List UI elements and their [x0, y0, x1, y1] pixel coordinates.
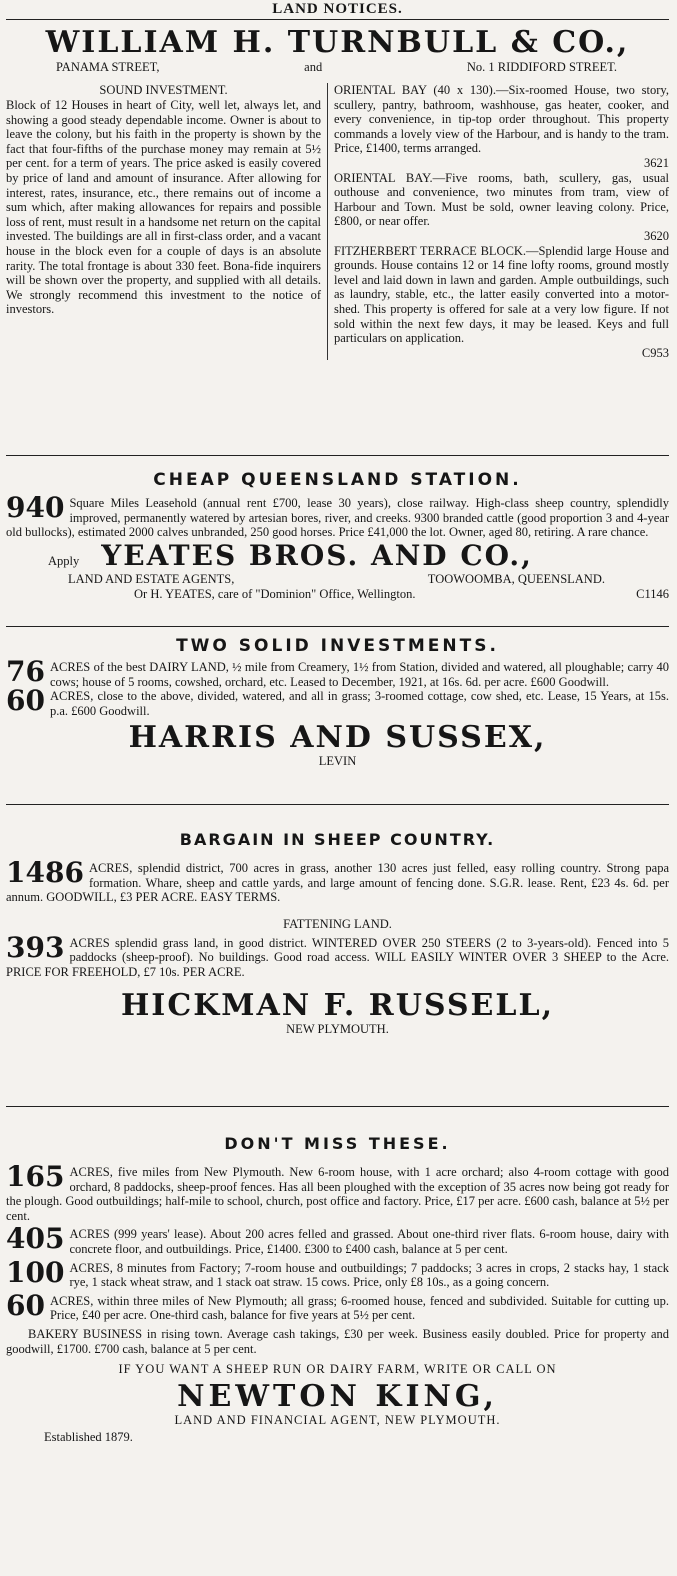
yeates-firm-name: YEATES BROS. AND CO., [101, 538, 533, 572]
turnbull-address-mid: and [304, 60, 323, 74]
harris-listing-2 [6, 689, 669, 718]
turnbull-right-column [328, 83, 669, 360]
yeates-heading: CHEAP QUEENSLAND STATION. [153, 470, 522, 490]
established-note: Established 1879. [44, 1430, 133, 1445]
king-listing-2 [6, 1227, 669, 1256]
call-to-action: IF YOU WANT A SHEEP RUN OR DAIRY FARM, WRITE OR CALL ON [118, 1362, 557, 1377]
listing-ref: 3621 [644, 155, 669, 170]
divider [6, 804, 669, 805]
yeates-alt-contact-text: Or H. YEATES, care of "Dominion" Office, Wellington. [134, 586, 416, 601]
listing-number: 60 [6, 689, 45, 718]
russell-town: NEW PLYMOUTH. [286, 1021, 389, 1036]
turnbull-address [6, 60, 669, 75]
divider [6, 1106, 669, 1107]
turnbull-advert [6, 26, 669, 360]
harris-listing-1 [6, 660, 669, 689]
russell-listing-1 [6, 861, 669, 905]
apply-label: Apply [48, 553, 80, 568]
listing-text: Square Miles Leasehold (annual rent £700, lease 30 years), close railway. High-class sheep country, splendidly improved, permanently watered by artesian bores, river, and creeks. 9300 branded cattle (good proportion 3 and 4-year old bullocks), estimated 2000 calves unbranded, 250 good horses. Price £41,000 the lot. Owner, aged 80, retiring. A rare chance. [6, 496, 669, 540]
russell-heading: BARGAIN IN SHEEP COUNTRY. [179, 830, 496, 849]
listing-fitzherbert [334, 244, 669, 361]
king-listing-1 [6, 1165, 669, 1223]
listing-number: 393 [6, 935, 65, 964]
listing-text: ACRES of the best DAIRY LAND, ½ mile from Creamery, 1½ from Station, divided and watered, all ploughable; carry 40 cows; house of 5 rooms, cowshed, orchard, etc. Leased to December, 1921, at 16s. 6d. per acre. £600 Goodwill. [49, 660, 669, 689]
listing-text: ACRES, within three miles of New Plymouth; all grass; 6-roomed house, fenced and subdivided. Suitable for cutting up. Price, £40 per acre. One-third cash, balance for five years at 5½ per cent. [49, 1293, 669, 1323]
listing-text: ACRES, splendid district, 700 acres in grass, another 130 acres just felled, easy rolling country. Strong papa formation. Whare, sheep and cattle yards, and large amount of fencing done. S.G.R. lease. Rent, £23 4s. 6d. per annum. GOODWILL, £3 PER ACRE. EASY TERMS. [6, 861, 669, 905]
yeates-ref: C1146 [636, 586, 669, 601]
yeates-address [6, 572, 669, 587]
harris-advert [6, 636, 669, 769]
listing-oriental-bay-2 [334, 171, 669, 244]
listing-text: ACRES (999 years' lease). About 200 acres felled and grassed. About one-third river flats. 6-room house, dairy with concrete floor, and outbuildings. Price, £1400. £300 to £400 cash, balance at 5 per cent. [69, 1227, 669, 1256]
listing-number: 405 [6, 1227, 65, 1256]
russell-listing-2 [6, 936, 669, 980]
divider [6, 455, 669, 456]
king-listing-4 [6, 1294, 669, 1323]
page-title: LAND NOTICES. [272, 1, 403, 17]
listing-text: ACRES, five miles from New Plymouth. New 6-room house, with 1 acre orchard; also 4-room cottage with good orchard, 8 paddocks, sheep-proof fences. Has all been ploughed with the exception of 35 acres now being got ready for the plough. Good outbuildings; half-mile to school, church, post office and factory. Price, £17 per acre. £600 cash, balance at 5½ per cent. [6, 1165, 669, 1223]
turnbull-address-left: PANAMA STREET, [56, 60, 160, 74]
russell-advert [6, 830, 669, 1037]
newton-king-heading: DON'T MISS THESE. [224, 1134, 451, 1153]
turnbull-left-column [6, 83, 328, 360]
fattening-land-heading: FATTENING LAND. [283, 916, 392, 931]
listing-number: 60 [6, 1293, 45, 1322]
turnbull-firm-name: WILLIAM H. TURNBULL & CO., [45, 25, 630, 60]
listing-number: 1486 [6, 861, 84, 889]
divider [6, 19, 669, 20]
sound-investment-heading: SOUND INVESTMENT. [99, 83, 228, 97]
yeates-firm-line [6, 540, 669, 572]
king-listing-3 [6, 1261, 669, 1290]
yeates-listing [6, 496, 669, 540]
listing-text: ACRES splendid grass land, in good district. WINTERED OVER 250 STEERS (2 to 3-years-old). Fenced into 5 paddocks (sheep-proof). No buildings. Good road access. WILL EASILY WINTER OVER 3 SHEEP to the Acre. PRICE FOR FREEHOLD, £7 10s. PER ACRE. [6, 935, 669, 979]
harris-town: LEVIN [318, 754, 357, 769]
listing-oriental-bay-1 [334, 83, 669, 171]
listing-number: 100 [6, 1260, 65, 1289]
yeates-alt-contact [6, 587, 669, 602]
newton-king-title: LAND AND FINANCIAL AGENT, NEW PLYMOUTH. [174, 1413, 501, 1428]
yeates-location: TOOWOOMBA, QUEENSLAND. [427, 571, 605, 586]
divider [6, 626, 669, 627]
bakery-listing: BAKERY BUSINESS in rising town. Average cash takings, £30 per week. Business easily doubled. Price for property and goodwill, £1700. £700 cash, balance at 5 per cent. [6, 1326, 669, 1356]
turnbull-address-right: No. 1 RIDDIFORD STREET. [466, 60, 617, 74]
listing-ref: C953 [641, 345, 669, 360]
listing-number: 165 [6, 1165, 65, 1193]
yeates-agents-label: LAND AND ESTATE AGENTS, [68, 571, 235, 586]
newton-king-firm-name: NEWTON KING, [177, 1379, 498, 1415]
listing-text: ACRES, close to the above, divided, watered, and all in grass; 3-roomed cottage, cow shed, etc. Lease, 15 Years, at 15s. p.a. £600 Goodwill. [49, 689, 669, 718]
listing-text: ACRES, 8 minutes from Factory; 7-room house and outbuildings; 7 paddocks; 3 acres in crops, 2 stacks hay, 1 stack rye, 1 stack wheat straw, and 1 stack oat straw. 15 cows. Price, only £8 10s., as a going concern. [69, 1260, 669, 1290]
listing-number: 76 [6, 660, 45, 688]
listing-number: 940 [6, 496, 65, 524]
yeates-advert [6, 470, 669, 602]
harris-firm-name: HARRIS AND SUSSEX, [128, 720, 547, 756]
listing-text: ORIENTAL BAY.—Five rooms, bath, scullery, gas, usual outhouse and convenience, two minutes from tram, view of Harbour and Town. Must be sold, owner leaving colony. Price, £800, or near offer. [334, 170, 669, 229]
listing-text: FITZHERBERT TERRACE BLOCK.—Splendid large House and grounds. House contains 12 or 14 fine lofty rooms, ground mostly level and laid down in lawn and garden. Ample outbuildings, such as laundry, stable, etc., the latter easily converted into a motor-shed. This property is offered for sale at a very low figure. If not sold within the next few days, it may be leased. Keys and full particulars on application. [334, 243, 669, 346]
listing-ref: 3620 [644, 228, 669, 243]
sound-investment-text: Block of 12 Houses in heart of City, well let, always let, and showing a good steady dependable income. Owner is about to leave the colony, but his faith in the property is shown by the fact that four-fifths of the purchase money may remain at 5½ per cent. for a term of years. The price asked is easily covered by price of land and amount of insurance. After allowing for interest, rates, insurance, etc., there remains out of income a sum which, after making allowances for repairs and possible loss of rent, must result in a handsome net return on the capital invested. The buildings are all in first-class order, and a vacant house in the block even for a couple of days is an absolute rarity. The total frontage is about 330 feet. Bona-fide inquirers will be shown over the property, and supplied with all details. We strongly recommend this investment to the notice of investors. [6, 98, 321, 317]
listing-text: ORIENTAL BAY (40 x 130).—Six-roomed House, two story, scullery, pantry, bathroom, washhouse, gas heater, cooker, and every convenience, in tip-top order throughout. This property commands a lovely view of the Harbour, and is handy to the tram. Price, £1400, terms arranged. [334, 83, 669, 156]
harris-heading: TWO SOLID INVESTMENTS. [176, 636, 499, 656]
russell-firm-name: HICKMAN F. RUSSELL, [120, 987, 555, 1023]
newton-king-advert [6, 1134, 669, 1445]
page-header [6, 0, 669, 18]
